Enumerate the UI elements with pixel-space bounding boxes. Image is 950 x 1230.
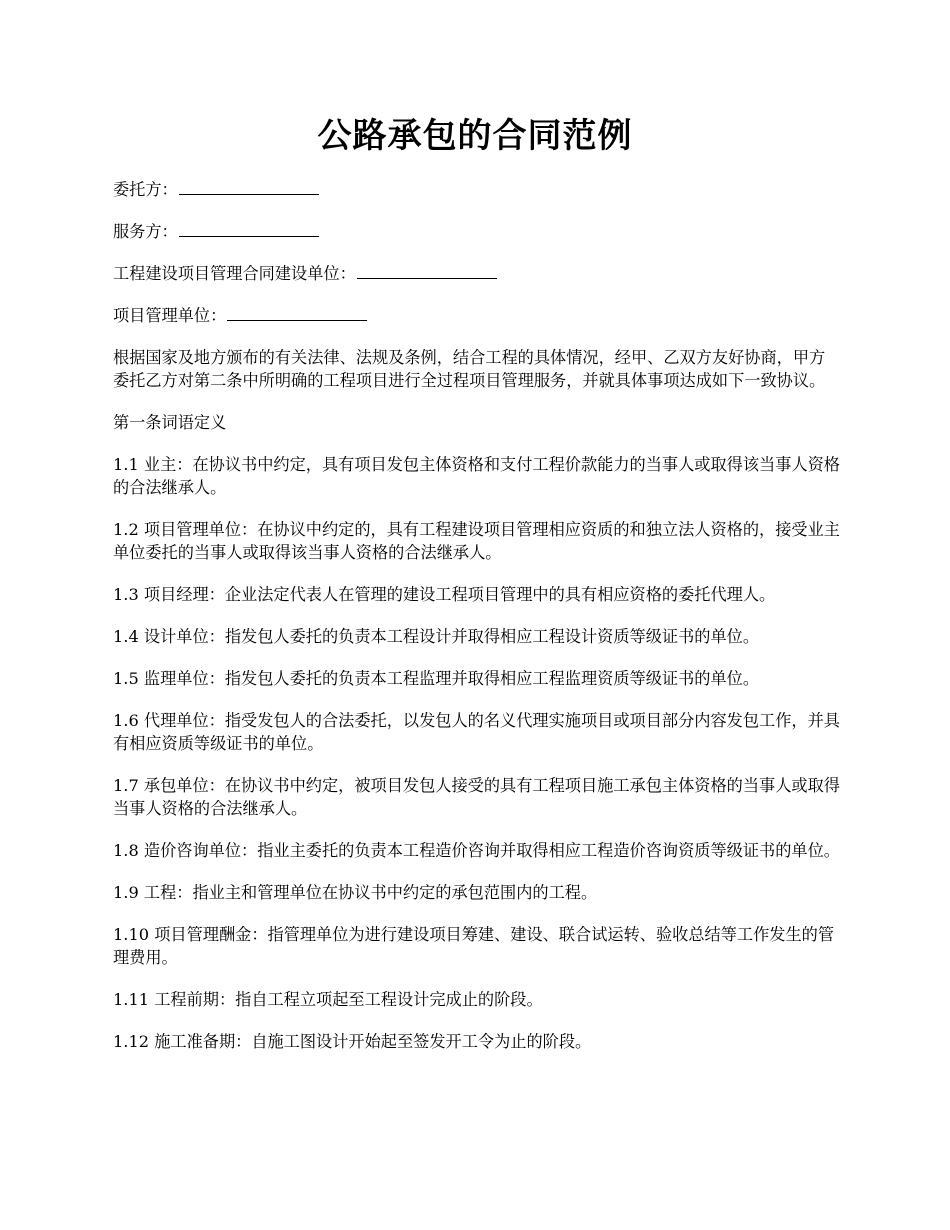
field-label: 项目管理单位： [113,306,227,325]
clause: 1.3 项目经理：企业法定代表人在管理的建设工程项目管理中的具有相应资格的委托代理人。 [113,585,776,604]
clause: 1.9 工程：指业主和管理单位在协议书中约定的承包范围内的工程。 [113,883,598,902]
field-label: 工程建设项目管理合同建设单位： [113,264,356,283]
field-client [113,178,841,201]
clause: 1.12 施工准备期：自施工图设计开始起至签发开工令为止的阶段。 [113,1032,592,1051]
field-label: 服务方： [113,222,178,241]
field-label: 委托方： [113,180,178,199]
document-body [113,178,841,1072]
clause: 1.2 项目管理单位：在协议中约定的，具有工程建设项目管理相应资质的和独立法人资格的，接受业主单位委托的当事人或取得该当事人资格的合法继承人。 [113,520,840,562]
section-heading: 第一条词语定义 [113,413,227,432]
intro-paragraph: 根据国家及地方颁布的有关法律、法规及条例，结合工程的具体情况，经甲、乙双方友好协商，甲方委托乙方对第二条中所明确的工程项目进行全过程项目管理服务，并就具体事项达成如下一致协议。 [113,348,826,390]
blank-line [179,221,319,237]
clause: 1.4 设计单位：指发包人委托的负责本工程设计并取得相应工程设计资质等级证书的单位。 [113,627,760,646]
clause: 1.10 项目管理酬金：指管理单位为进行建设项目筹建、建设、联合试运转、验收总结等工作发生的管理费用。 [113,925,835,967]
clause: 1.8 造价咨询单位：指业主委托的负责本工程造价咨询并取得相应工程造价咨询资质等级证书的单位。 [113,841,840,860]
clause: 1.5 监理单位：指发包人委托的负责本工程监理并取得相应工程监理资质等级证书的单位。 [113,669,760,688]
blank-line [357,263,497,279]
clause: 1.6 代理单位：指受发包人的合法委托，以发包人的名义代理实施项目或项目部分内容发包工作，并具有相应资质等级证书的单位。 [113,711,840,753]
blank-line [179,179,319,195]
field-construction-unit [113,262,841,285]
clause: 1.7 承包单位：在协议书中约定，被项目发包人接受的具有工程项目施工承包主体资格的当事人或取得当事人资格的合法继承人。 [113,776,840,818]
clause: 1.1 业主：在协议书中约定，具有项目发包主体资格和支付工程价款能力的当事人或取得该当事人资格的合法继承人。 [113,455,840,497]
blank-line [227,305,367,321]
field-service-provider [113,220,841,243]
field-management-unit [113,304,841,327]
clause: 1.11 工程前期：指自工程立项起至工程设计完成止的阶段。 [113,990,543,1009]
document-title: 公路承包的合同范例 [317,116,633,156]
